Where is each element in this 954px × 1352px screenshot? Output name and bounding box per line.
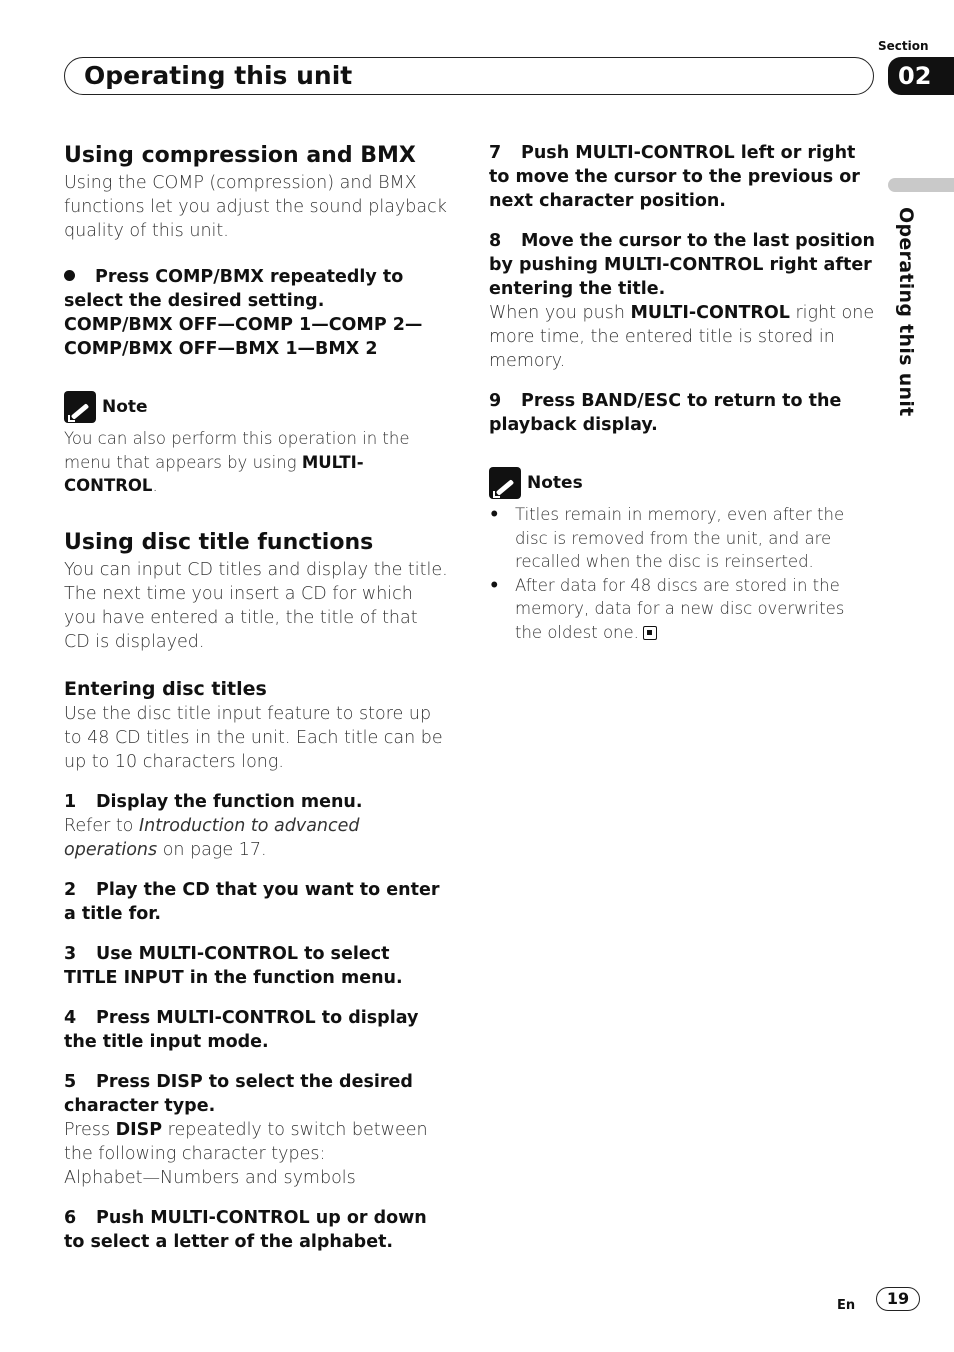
right-column — [489, 141, 875, 644]
step-3-line2: TITLE INPUT in the function menu. — [64, 967, 403, 988]
heading-entering: Entering disc titles — [64, 677, 267, 700]
notes-header — [489, 467, 875, 499]
footer-language: En — [837, 1298, 856, 1313]
section-label: Section — [878, 39, 929, 53]
list-item: • After data for 48 discs are stored in the memory, data for a new disc overwrites the oldest one. — [489, 574, 875, 645]
step-9: 9 Press BAND/ESC to return to the playback display. — [489, 391, 842, 435]
bullet-dot-icon — [64, 270, 75, 281]
end-mark-icon — [643, 626, 657, 640]
step-5-types: Alphabet—Numbers and symbols — [64, 1167, 356, 1188]
note-label: Note — [102, 397, 148, 417]
step-5: 5 Press DISP to select the desired character type. — [64, 1071, 413, 1116]
paragraph-disc-title: You can input CD titles and display the title. The next time you insert a CD for which you have entered a title, the title of that CD is displayed. — [64, 559, 448, 652]
heading-compression: Using compression and BMX — [64, 143, 416, 168]
setting-sequence-2: COMP/BMX OFF—BMX 1—BMX 2 — [64, 339, 378, 359]
page-number: 19 — [876, 1287, 920, 1311]
note-header — [64, 391, 448, 423]
paragraph-compression: Using the COMP (compression) and BMX functions let you adjust the sound playback quality of this unit. — [64, 173, 447, 241]
side-tab-text: Operating this unit — [895, 207, 917, 417]
section-number: 02 — [888, 57, 954, 95]
note-text: You can also perform this operation in the menu that appears by using MULTI-CONTROL. — [64, 429, 410, 495]
step-3: 3 Use MULTI-CONTROL to select — [64, 943, 390, 964]
bullet-step: Press COMP/BMX repeatedly to select the desired setting. — [64, 267, 404, 311]
heading-disc-title: Using disc title functions — [64, 529, 374, 555]
step-7: 7 Push MULTI-CONTROL left or right to move the cursor to the previous or next character position. — [489, 143, 860, 211]
left-column — [64, 141, 448, 1254]
pencil-icon — [489, 467, 521, 499]
page-title: Operating this unit — [84, 61, 353, 90]
step-8-detail: When you push MULTI-CONTROL right one more time, the entered title is stored in memory. — [489, 303, 875, 371]
side-tab-marker — [888, 178, 954, 192]
notes-label: Notes — [527, 473, 583, 493]
step-1: 1 Display the function menu. — [64, 791, 363, 812]
step-6: 6 Push MULTI-CONTROL up or down to select a letter of the alphabet. — [64, 1207, 427, 1252]
step-1-ref: Refer to Introduction to advanced operations on page 17. — [64, 815, 360, 860]
step-4: 4 Press MULTI-CONTROL to display the title input mode. — [64, 1007, 419, 1052]
notes-list — [489, 503, 875, 644]
step-2: 2 Play the CD that you want to enter a title for. — [64, 879, 440, 924]
step-5-detail: Press DISP repeatedly to switch between the following character types: — [64, 1119, 428, 1164]
paragraph-entering: Use the disc title input feature to store up to 48 CD titles in the unit. Each title can be up to 10 characters long. — [64, 703, 443, 772]
step-8: 8 Move the cursor to the last position by pushing MULTI-CONTROL right after entering the title. — [489, 231, 875, 299]
setting-sequence-1: COMP/BMX OFF—COMP 1—COMP 2— — [64, 315, 423, 335]
pencil-icon — [64, 391, 96, 423]
list-item: • Titles remain in memory, even after the disc is removed from the unit, and are recalled when the disc is reinserted. — [489, 503, 875, 574]
